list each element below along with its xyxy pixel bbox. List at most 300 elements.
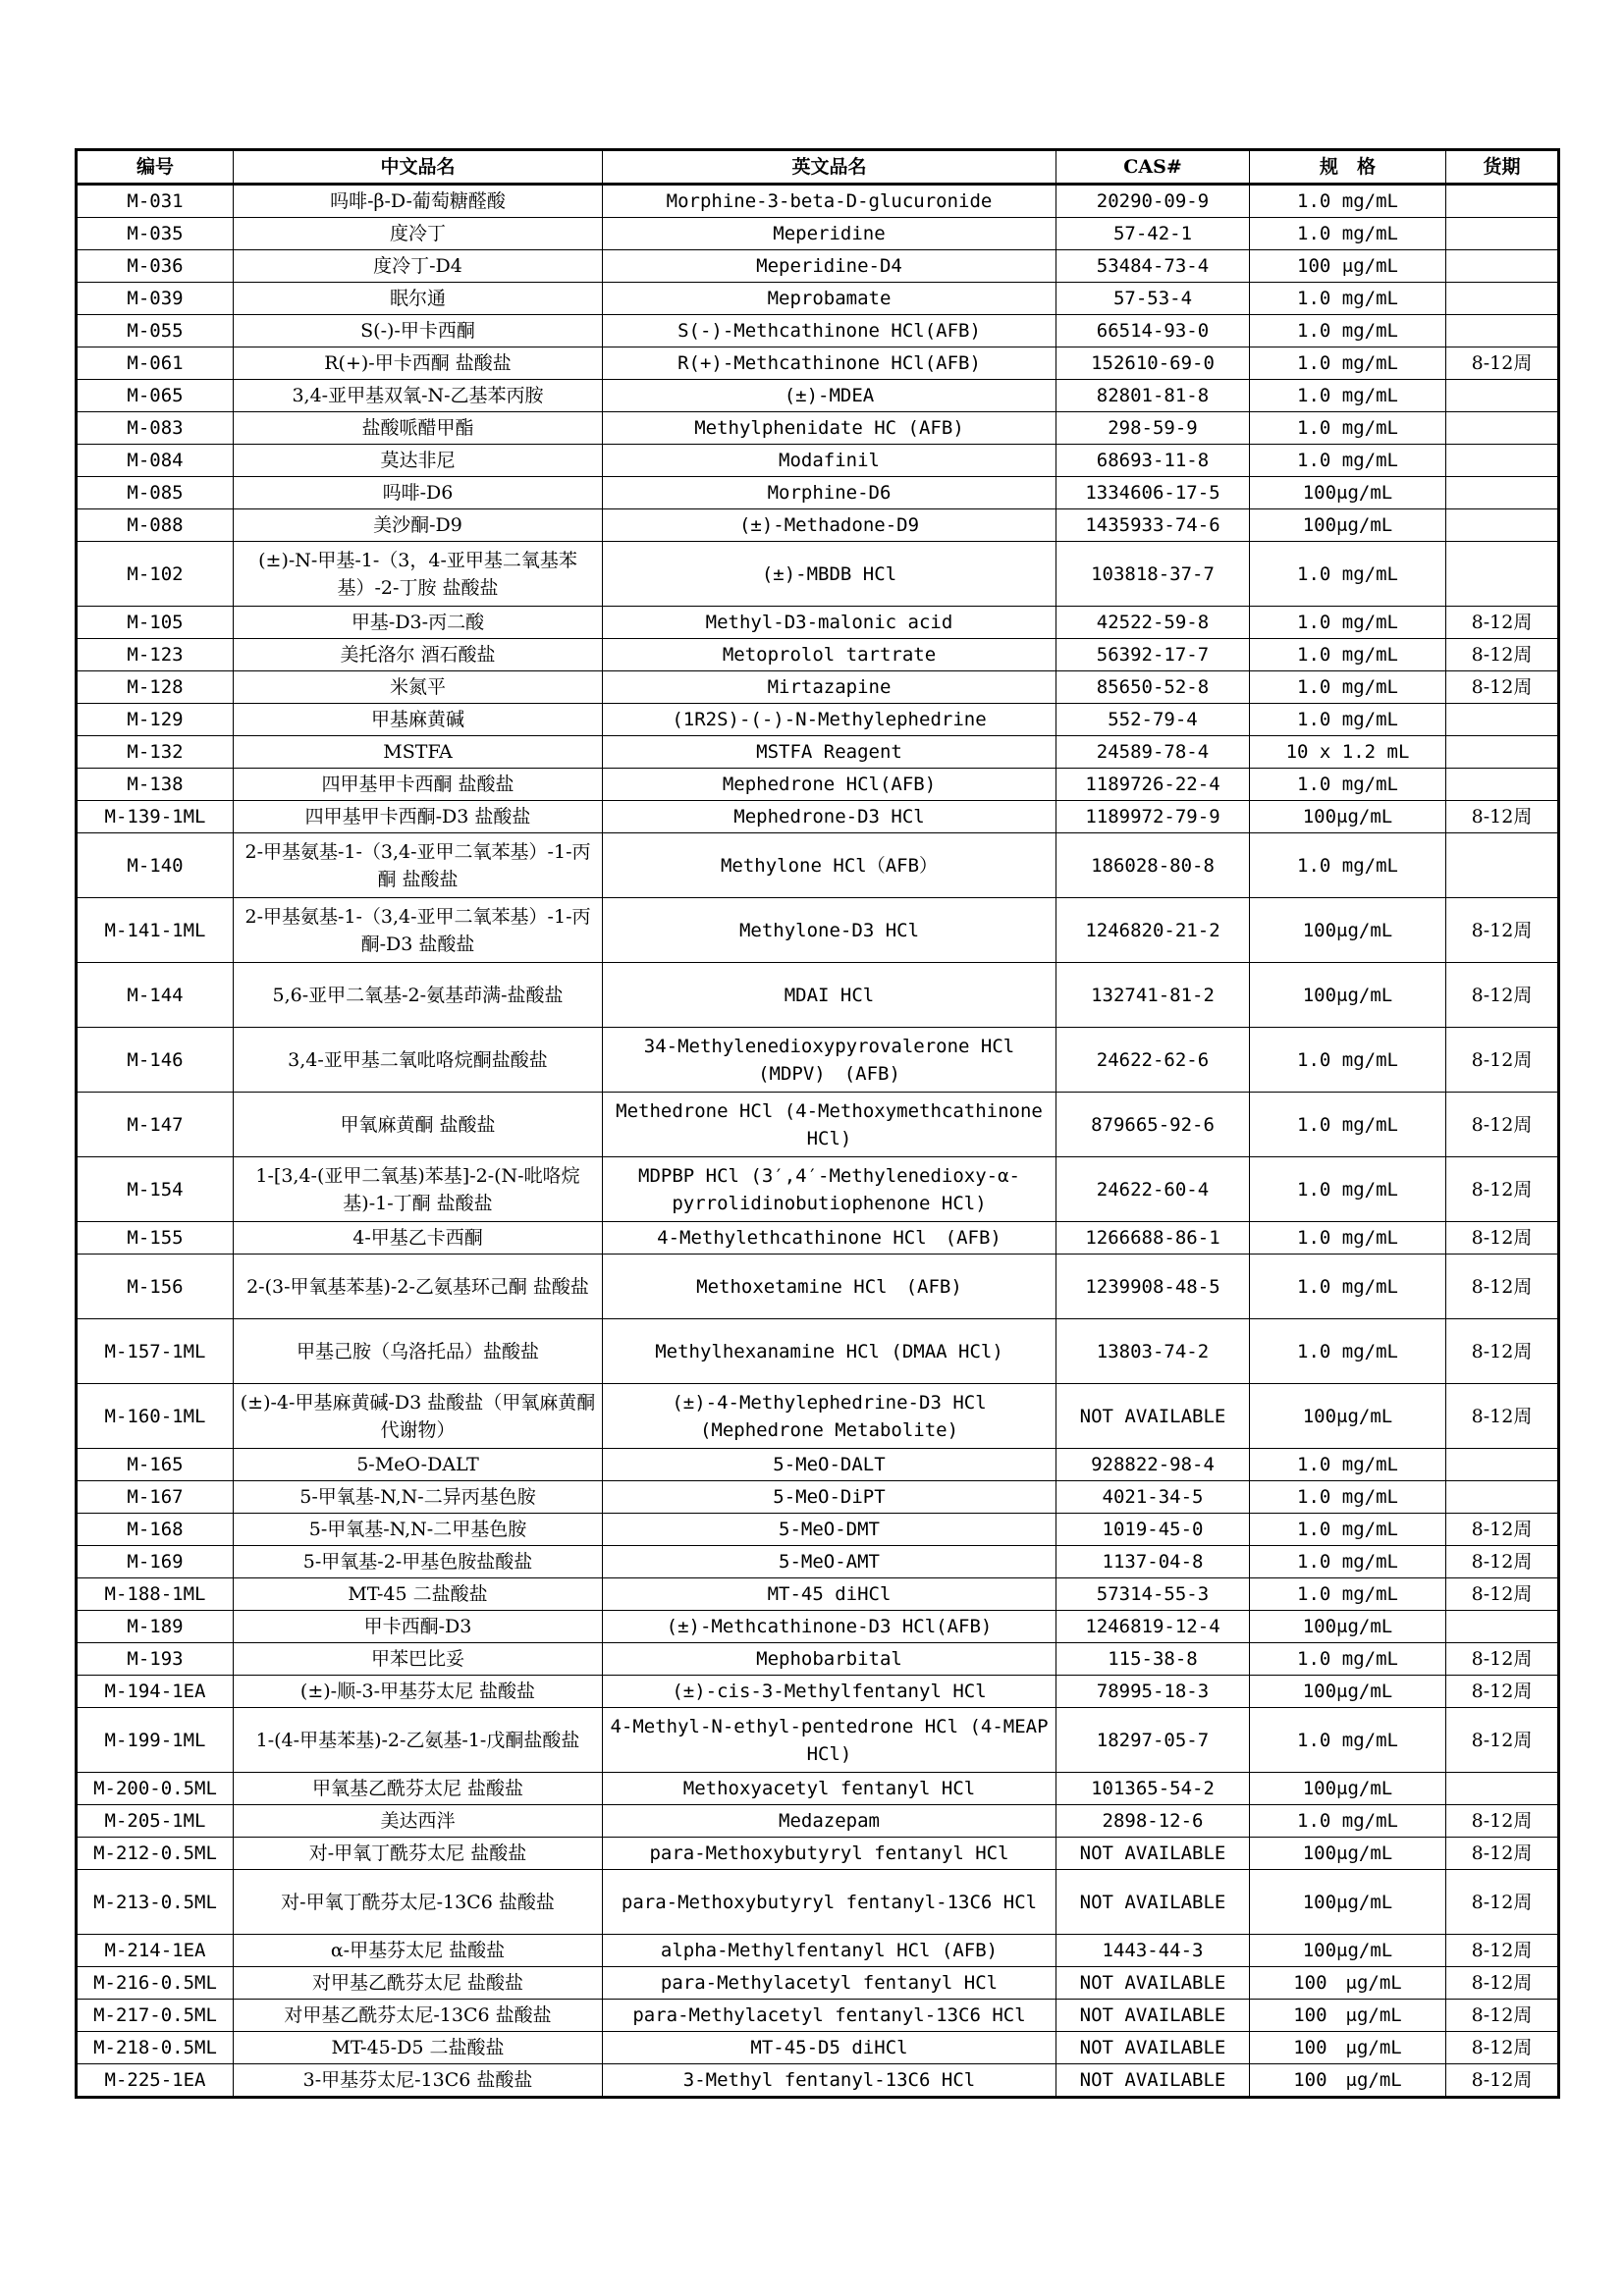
cell-name-cn: 度冷丁 — [234, 218, 603, 250]
cell-name-en: 34-Methylenedioxypyrovalerone HCl (MDPV) (AFB) — [603, 1028, 1056, 1093]
cell-cas: 53484-73-4 — [1056, 250, 1250, 283]
table-row — [77, 1028, 1559, 1093]
cell-name-en: MT-45-D5 diHCl — [603, 2032, 1056, 2064]
cell-code: M-160-1ML — [77, 1384, 234, 1449]
cell-code: M-193 — [77, 1643, 234, 1676]
cell-code: M-167 — [77, 1481, 234, 1514]
cell-cas: NOT AVAILABLE — [1056, 2032, 1250, 2064]
table-row — [77, 963, 1559, 1028]
cell-code: M-155 — [77, 1222, 234, 1255]
table-row — [77, 1514, 1559, 1546]
cell-spec: 100μg/mL — [1250, 1838, 1446, 1870]
cell-code: M-128 — [77, 671, 234, 704]
cell-period — [1446, 1773, 1559, 1805]
cell-name-cn: (±)-N-甲基-1-（3，4-亚甲基二氧基苯基）-2-丁胺 盐酸盐 — [234, 542, 603, 607]
cell-cas: 1266688-86-1 — [1056, 1222, 1250, 1255]
cell-period — [1446, 833, 1559, 898]
cell-cas: 132741-81-2 — [1056, 963, 1250, 1028]
cell-period — [1446, 185, 1559, 218]
cell-code: M-216-0.5ML — [77, 1967, 234, 2000]
cell-cas: 115-38-8 — [1056, 1643, 1250, 1676]
cell-cas: 57-53-4 — [1056, 283, 1250, 315]
cell-name-en: Methylone-D3 HCl — [603, 898, 1056, 963]
cell-period: 8-12周 — [1446, 1967, 1559, 2000]
table-row — [77, 1967, 1559, 2000]
cell-cas: 1189726-22-4 — [1056, 769, 1250, 801]
cell-name-cn: S(-)-甲卡西酮 — [234, 315, 603, 347]
cell-name-en: Metoprolol tartrate — [603, 639, 1056, 671]
cell-name-en: (±)-MBDB HCl — [603, 542, 1056, 607]
cell-name-cn: 甲氧基乙酰芬太尼 盐酸盐 — [234, 1773, 603, 1805]
cell-period: 8-12周 — [1446, 1546, 1559, 1578]
cell-cas: 42522-59-8 — [1056, 607, 1250, 639]
cell-name-cn: 对-甲氧丁酰芬太尼 盐酸盐 — [234, 1838, 603, 1870]
cell-name-cn: 四甲基甲卡西酮-D3 盐酸盐 — [234, 801, 603, 833]
cell-cas: 66514-93-0 — [1056, 315, 1250, 347]
header-cas: CAS# — [1056, 150, 1250, 185]
cell-name-cn: 甲苯巴比妥 — [234, 1643, 603, 1676]
cell-cas: NOT AVAILABLE — [1056, 1870, 1250, 1935]
cell-cas: 68693-11-8 — [1056, 445, 1250, 477]
cell-name-en: (1R2S)-(-)-N-Methylephedrine — [603, 704, 1056, 736]
cell-name-cn: 莫达非尼 — [234, 445, 603, 477]
cell-period: 8-12周 — [1446, 1838, 1559, 1870]
cell-period: 8-12周 — [1446, 1870, 1559, 1935]
cell-period: 8-12周 — [1446, 607, 1559, 639]
cell-name-en: Methyl-D3-malonic acid — [603, 607, 1056, 639]
cell-spec: 1.0 mg/mL — [1250, 833, 1446, 898]
cell-cas: 24622-62-6 — [1056, 1028, 1250, 1093]
cell-code: M-061 — [77, 347, 234, 380]
cell-name-cn: 甲氧麻黄酮 盐酸盐 — [234, 1093, 603, 1157]
cell-name-cn: 对甲基乙酰芬太尼-13C6 盐酸盐 — [234, 2000, 603, 2032]
cell-name-en: Meperidine — [603, 218, 1056, 250]
cell-code: M-194-1EA — [77, 1676, 234, 1708]
cell-spec: 100 μg/mL — [1250, 2064, 1446, 2098]
cell-name-cn: 5,6-亚甲二氧基-2-氨基茚满-盐酸盐 — [234, 963, 603, 1028]
cell-name-cn: 四甲基甲卡西酮 盐酸盐 — [234, 769, 603, 801]
cell-code: M-055 — [77, 315, 234, 347]
cell-name-en: Meprobamate — [603, 283, 1056, 315]
cell-name-en: Methedrone HCl (4-Methoxymethcathinone HCl) — [603, 1093, 1056, 1157]
header-name-en: 英文品名 — [603, 150, 1056, 185]
table-row — [77, 380, 1559, 412]
cell-spec: 100 μg/mL — [1250, 250, 1446, 283]
cell-period — [1446, 1481, 1559, 1514]
cell-period: 8-12周 — [1446, 671, 1559, 704]
cell-name-cn: 3,4-亚甲基双氧-N-乙基苯丙胺 — [234, 380, 603, 412]
cell-code: M-146 — [77, 1028, 234, 1093]
cell-code: M-199-1ML — [77, 1708, 234, 1773]
cell-code: M-031 — [77, 185, 234, 218]
cell-spec: 1.0 mg/mL — [1250, 412, 1446, 445]
cell-spec: 100 μg/mL — [1250, 2032, 1446, 2064]
cell-name-en: Methylone HCl（AFB） — [603, 833, 1056, 898]
table-row — [77, 542, 1559, 607]
table-row — [77, 412, 1559, 445]
cell-period — [1446, 542, 1559, 607]
cell-cas: NOT AVAILABLE — [1056, 1384, 1250, 1449]
cell-spec: 1.0 mg/mL — [1250, 607, 1446, 639]
cell-cas: 1435933-74-6 — [1056, 509, 1250, 542]
cell-code: M-189 — [77, 1611, 234, 1643]
table-row — [77, 1935, 1559, 1967]
cell-period: 8-12周 — [1446, 2032, 1559, 2064]
table-row — [77, 1255, 1559, 1319]
cell-spec: 1.0 mg/mL — [1250, 704, 1446, 736]
cell-spec: 1.0 mg/mL — [1250, 445, 1446, 477]
table-row — [77, 898, 1559, 963]
cell-name-cn: 米氮平 — [234, 671, 603, 704]
cell-code: M-144 — [77, 963, 234, 1028]
cell-spec: 1.0 mg/mL — [1250, 1449, 1446, 1481]
cell-code: M-169 — [77, 1546, 234, 1578]
table-row — [77, 1676, 1559, 1708]
cell-spec: 100μg/mL — [1250, 1676, 1446, 1708]
cell-cas: 78995-18-3 — [1056, 1676, 1250, 1708]
cell-period: 8-12周 — [1446, 1255, 1559, 1319]
cell-period: 8-12周 — [1446, 1093, 1559, 1157]
cell-cas: 24589-78-4 — [1056, 736, 1250, 769]
cell-name-en: (±)-Methcathinone-D3 HCl(AFB) — [603, 1611, 1056, 1643]
cell-cas: 1443-44-3 — [1056, 1935, 1250, 1967]
cell-code: M-213-0.5ML — [77, 1870, 234, 1935]
cell-period: 8-12周 — [1446, 1384, 1559, 1449]
cell-name-cn: 2-(3-甲氧基苯基)-2-乙氨基环己酮 盐酸盐 — [234, 1255, 603, 1319]
cell-spec: 1.0 mg/mL — [1250, 185, 1446, 218]
cell-spec: 1.0 mg/mL — [1250, 1157, 1446, 1222]
cell-period: 8-12周 — [1446, 1643, 1559, 1676]
table-row — [77, 445, 1559, 477]
table-row — [77, 1773, 1559, 1805]
cell-cas: 82801-81-8 — [1056, 380, 1250, 412]
cell-period: 8-12周 — [1446, 1222, 1559, 1255]
cell-code: M-225-1EA — [77, 2064, 234, 2098]
cell-spec: 100μg/mL — [1250, 801, 1446, 833]
cell-name-cn: 1-(4-甲基苯基)-2-乙氨基-1-戊酮盐酸盐 — [234, 1708, 603, 1773]
cell-code: M-218-0.5ML — [77, 2032, 234, 2064]
cell-name-cn: (±)-顺-3-甲基芬太尼 盐酸盐 — [234, 1676, 603, 1708]
cell-period — [1446, 736, 1559, 769]
cell-period — [1446, 412, 1559, 445]
cell-name-cn: 美托洛尔 酒石酸盐 — [234, 639, 603, 671]
cell-name-en: Mephedrone-D3 HCl — [603, 801, 1056, 833]
cell-period: 8-12周 — [1446, 1028, 1559, 1093]
cell-spec: 1.0 mg/mL — [1250, 1255, 1446, 1319]
cell-period: 8-12周 — [1446, 898, 1559, 963]
cell-name-cn: 甲基-D3-丙二酸 — [234, 607, 603, 639]
table-row — [77, 1157, 1559, 1222]
cell-period — [1446, 445, 1559, 477]
cell-spec: 100μg/mL — [1250, 1384, 1446, 1449]
cell-name-cn: α-甲基芬太尼 盐酸盐 — [234, 1935, 603, 1967]
cell-code: M-212-0.5ML — [77, 1838, 234, 1870]
table-row — [77, 607, 1559, 639]
table-row — [77, 1708, 1559, 1773]
table-row — [77, 315, 1559, 347]
cell-name-en: 4-Methyl-N-ethyl-pentedrone HCl (4-MEAP HCl) — [603, 1708, 1056, 1773]
cell-name-cn: MT-45 二盐酸盐 — [234, 1578, 603, 1611]
cell-spec: 100μg/mL — [1250, 898, 1446, 963]
cell-name-en: 5-MeO-DMT — [603, 1514, 1056, 1546]
cell-spec: 100μg/mL — [1250, 509, 1446, 542]
table-row — [77, 833, 1559, 898]
cell-period: 8-12周 — [1446, 1676, 1559, 1708]
cell-cas: 1334606-17-5 — [1056, 477, 1250, 509]
table-row — [77, 1611, 1559, 1643]
cell-name-en: Modafinil — [603, 445, 1056, 477]
cell-cas: 1189972-79-9 — [1056, 801, 1250, 833]
cell-code: M-105 — [77, 607, 234, 639]
cell-name-en: Mephedrone HCl(AFB) — [603, 769, 1056, 801]
cell-spec: 1.0 mg/mL — [1250, 1805, 1446, 1838]
cell-name-cn: 3,4-亚甲基二氧吡咯烷酮盐酸盐 — [234, 1028, 603, 1093]
cell-spec: 1.0 mg/mL — [1250, 380, 1446, 412]
cell-code: M-085 — [77, 477, 234, 509]
cell-cas: 186028-80-8 — [1056, 833, 1250, 898]
cell-cas: 1239908-48-5 — [1056, 1255, 1250, 1319]
table-row — [77, 1838, 1559, 1870]
table-row — [77, 1643, 1559, 1676]
cell-spec: 1.0 mg/mL — [1250, 1481, 1446, 1514]
cell-period: 8-12周 — [1446, 1578, 1559, 1611]
cell-period — [1446, 769, 1559, 801]
cell-cas: 1246819-12-4 — [1056, 1611, 1250, 1643]
cell-cas: 298-59-9 — [1056, 412, 1250, 445]
cell-code: M-102 — [77, 542, 234, 607]
cell-name-cn: 甲卡西酮-D3 — [234, 1611, 603, 1643]
cell-code: M-088 — [77, 509, 234, 542]
cell-name-en: (±)-cis-3-Methylfentanyl HCl — [603, 1676, 1056, 1708]
cell-name-cn: 眠尔通 — [234, 283, 603, 315]
cell-code: M-141-1ML — [77, 898, 234, 963]
cell-cas: 4021-34-5 — [1056, 1481, 1250, 1514]
cell-spec: 100 μg/mL — [1250, 2000, 1446, 2032]
cell-code: M-168 — [77, 1514, 234, 1546]
cell-code: M-165 — [77, 1449, 234, 1481]
table-row — [77, 1222, 1559, 1255]
table-row — [77, 185, 1559, 218]
table-row — [77, 1449, 1559, 1481]
cell-period: 8-12周 — [1446, 1935, 1559, 1967]
cell-cas: 85650-52-8 — [1056, 671, 1250, 704]
cell-period — [1446, 283, 1559, 315]
table-row — [77, 704, 1559, 736]
cell-name-en: (±)-MDEA — [603, 380, 1056, 412]
cell-code: M-147 — [77, 1093, 234, 1157]
cell-spec: 1.0 mg/mL — [1250, 1708, 1446, 1773]
cell-period — [1446, 477, 1559, 509]
cell-spec: 1.0 mg/mL — [1250, 1319, 1446, 1384]
cell-cas: NOT AVAILABLE — [1056, 1967, 1250, 2000]
cell-name-cn: R(+)-甲卡西酮 盐酸盐 — [234, 347, 603, 380]
cell-name-en: (±)-4-Methylephedrine-D3 HCl (Mephedrone Metabolite) — [603, 1384, 1056, 1449]
cell-cas: 20290-09-9 — [1056, 185, 1250, 218]
table-row — [77, 347, 1559, 380]
cell-period — [1446, 1449, 1559, 1481]
cell-spec: 100μg/mL — [1250, 963, 1446, 1028]
cell-code: M-156 — [77, 1255, 234, 1319]
cell-name-en: R(+)-Methcathinone HCl(AFB) — [603, 347, 1056, 380]
cell-cas: 56392-17-7 — [1056, 639, 1250, 671]
header-row — [77, 150, 1559, 185]
table-row — [77, 1546, 1559, 1578]
cell-cas: 2898-12-6 — [1056, 1805, 1250, 1838]
table-body — [77, 185, 1559, 2098]
cell-name-en: 3-Methyl fentanyl-13C6 HCl — [603, 2064, 1056, 2098]
cell-name-cn: 美沙酮-D9 — [234, 509, 603, 542]
table-row — [77, 671, 1559, 704]
cell-name-en: para-Methoxybutyryl fentanyl-13C6 HCl — [603, 1870, 1056, 1935]
cell-name-cn: 甲基己胺（乌洛托品）盐酸盐 — [234, 1319, 603, 1384]
cell-name-cn: MSTFA — [234, 736, 603, 769]
cell-spec: 1.0 mg/mL — [1250, 671, 1446, 704]
cell-period — [1446, 380, 1559, 412]
cell-name-en: Methylhexanamine HCl (DMAA HCl) — [603, 1319, 1056, 1384]
cell-code: M-138 — [77, 769, 234, 801]
cell-code: M-154 — [77, 1157, 234, 1222]
cell-spec: 1.0 mg/mL — [1250, 283, 1446, 315]
cell-code: M-065 — [77, 380, 234, 412]
cell-name-cn: 5-MeO-DALT — [234, 1449, 603, 1481]
cell-name-en: 5-MeO-DALT — [603, 1449, 1056, 1481]
cell-period: 8-12周 — [1446, 1805, 1559, 1838]
cell-period: 8-12周 — [1446, 2000, 1559, 2032]
cell-code: M-036 — [77, 250, 234, 283]
cell-spec: 1.0 mg/mL — [1250, 542, 1446, 607]
cell-name-cn: MT-45-D5 二盐酸盐 — [234, 2032, 603, 2064]
cell-period: 8-12周 — [1446, 2064, 1559, 2098]
cell-period: 8-12周 — [1446, 347, 1559, 380]
cell-name-cn: 度冷丁-D4 — [234, 250, 603, 283]
cell-spec: 100μg/mL — [1250, 1611, 1446, 1643]
cell-name-en: para-Methylacetyl fentanyl-13C6 HCl — [603, 2000, 1056, 2032]
cell-cas: 24622-60-4 — [1056, 1157, 1250, 1222]
cell-code: M-035 — [77, 218, 234, 250]
header-name-cn: 中文品名 — [234, 150, 603, 185]
table-row — [77, 1384, 1559, 1449]
cell-code: M-217-0.5ML — [77, 2000, 234, 2032]
table-row — [77, 1870, 1559, 1935]
table-row — [77, 2064, 1559, 2098]
table-row — [77, 218, 1559, 250]
cell-name-en: para-Methylacetyl fentanyl HCl — [603, 1967, 1056, 2000]
cell-name-cn: 3-甲基芬太尼-13C6 盐酸盐 — [234, 2064, 603, 2098]
cell-code: M-139-1ML — [77, 801, 234, 833]
cell-cas: 18297-05-7 — [1056, 1708, 1250, 1773]
cell-period — [1446, 250, 1559, 283]
cell-name-cn: 2-甲基氨基-1-（3,4-亚甲二氧苯基）-1-丙酮-D3 盐酸盐 — [234, 898, 603, 963]
table-header — [77, 150, 1559, 185]
table-row — [77, 639, 1559, 671]
cell-name-cn: 吗啡-D6 — [234, 477, 603, 509]
cell-cas: NOT AVAILABLE — [1056, 2064, 1250, 2098]
cell-spec: 100μg/mL — [1250, 1935, 1446, 1967]
cell-spec: 1.0 mg/mL — [1250, 1222, 1446, 1255]
table-row — [77, 250, 1559, 283]
cell-code: M-039 — [77, 283, 234, 315]
cell-spec: 100μg/mL — [1250, 1870, 1446, 1935]
cell-period — [1446, 509, 1559, 542]
table-row — [77, 1805, 1559, 1838]
cell-spec: 1.0 mg/mL — [1250, 1578, 1446, 1611]
cell-cas: 13803-74-2 — [1056, 1319, 1250, 1384]
cell-name-en: Mephobarbital — [603, 1643, 1056, 1676]
cell-cas: 57314-55-3 — [1056, 1578, 1250, 1611]
table-row — [77, 1319, 1559, 1384]
cell-name-cn: 对甲基乙酰芬太尼 盐酸盐 — [234, 1967, 603, 2000]
table-row — [77, 477, 1559, 509]
cell-name-en: (±)-Methadone-D9 — [603, 509, 1056, 542]
cell-name-en: Mirtazapine — [603, 671, 1056, 704]
header-period: 货期 — [1446, 150, 1559, 185]
cell-name-en: MT-45 diHCl — [603, 1578, 1056, 1611]
cell-code: M-140 — [77, 833, 234, 898]
cell-name-cn: 5-甲氧基-2-甲基色胺盐酸盐 — [234, 1546, 603, 1578]
cell-code: M-214-1EA — [77, 1935, 234, 1967]
cell-cas: 552-79-4 — [1056, 704, 1250, 736]
cell-cas: 1246820-21-2 — [1056, 898, 1250, 963]
table-row — [77, 736, 1559, 769]
cell-spec: 1.0 mg/mL — [1250, 315, 1446, 347]
cell-name-en: S(-)-Methcathinone HCl(AFB) — [603, 315, 1056, 347]
cell-spec: 1.0 mg/mL — [1250, 1546, 1446, 1578]
cell-name-en: Methoxyacetyl fentanyl HCl — [603, 1773, 1056, 1805]
table-row — [77, 801, 1559, 833]
cell-period: 8-12周 — [1446, 639, 1559, 671]
cell-name-en: 5-MeO-AMT — [603, 1546, 1056, 1578]
cell-period — [1446, 704, 1559, 736]
cell-name-cn: 盐酸哌醋甲酯 — [234, 412, 603, 445]
cell-code: M-129 — [77, 704, 234, 736]
table-row — [77, 509, 1559, 542]
cell-name-en: Morphine-3-beta-D-glucuronide — [603, 185, 1056, 218]
cell-period: 8-12周 — [1446, 1319, 1559, 1384]
cell-name-en: Medazepam — [603, 1805, 1056, 1838]
cell-spec: 100μg/mL — [1250, 477, 1446, 509]
cell-name-cn: 5-甲氧基-N,N-二异丙基色胺 — [234, 1481, 603, 1514]
product-table — [75, 148, 1560, 2099]
cell-period: 8-12周 — [1446, 801, 1559, 833]
cell-spec: 10 x 1.2 mL — [1250, 736, 1446, 769]
cell-spec: 1.0 mg/mL — [1250, 1643, 1446, 1676]
cell-name-en: para-Methoxybutyryl fentanyl HCl — [603, 1838, 1056, 1870]
cell-cas: 57-42-1 — [1056, 218, 1250, 250]
cell-spec: 100μg/mL — [1250, 1773, 1446, 1805]
cell-name-cn: 1-[3,4-(亚甲二氧基)苯基]-2-(N-吡咯烷基)-1-丁酮 盐酸盐 — [234, 1157, 603, 1222]
cell-name-cn: (±)-4-甲基麻黄碱-D3 盐酸盐（甲氧麻黄酮代谢物） — [234, 1384, 603, 1449]
cell-spec: 1.0 mg/mL — [1250, 1514, 1446, 1546]
cell-name-en: Methoxetamine HCl (AFB) — [603, 1255, 1056, 1319]
cell-spec: 1.0 mg/mL — [1250, 218, 1446, 250]
cell-name-cn: 5-甲氧基-N,N-二甲基色胺 — [234, 1514, 603, 1546]
cell-period: 8-12周 — [1446, 1514, 1559, 1546]
cell-cas: 879665-92-6 — [1056, 1093, 1250, 1157]
cell-code: M-132 — [77, 736, 234, 769]
cell-cas: 1019-45-0 — [1056, 1514, 1250, 1546]
cell-name-cn: 美达西泮 — [234, 1805, 603, 1838]
cell-code: M-084 — [77, 445, 234, 477]
cell-code: M-157-1ML — [77, 1319, 234, 1384]
cell-spec: 1.0 mg/mL — [1250, 347, 1446, 380]
cell-cas: 152610-69-0 — [1056, 347, 1250, 380]
cell-spec: 1.0 mg/mL — [1250, 1093, 1446, 1157]
cell-name-en: 5-MeO-DiPT — [603, 1481, 1056, 1514]
table-row — [77, 1578, 1559, 1611]
cell-name-en: MDPBP HCl (3′,4′-Methylenedioxy-α-pyrrolidinobutiophenone HCl) — [603, 1157, 1056, 1222]
cell-period — [1446, 315, 1559, 347]
cell-period: 8-12周 — [1446, 1157, 1559, 1222]
